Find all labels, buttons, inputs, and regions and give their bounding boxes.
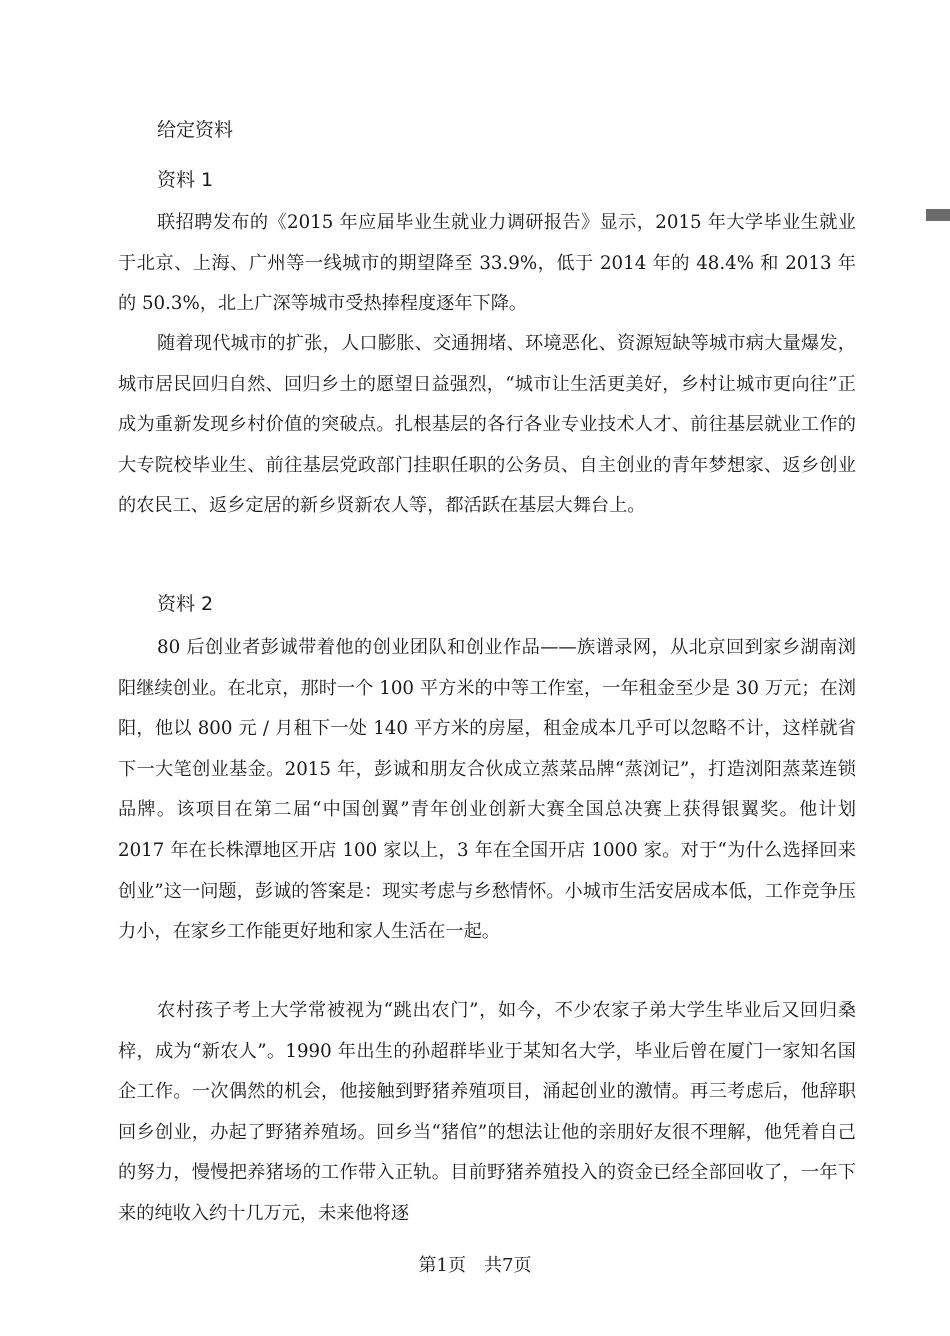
page-number-footer: 第1页 共7页 <box>418 1255 532 1276</box>
side-tab-marker <box>926 209 950 221</box>
material-2-title: 资料 2 <box>157 593 214 615</box>
material-1-paragraph-2: 随着现代城市的扩张，人口膨胀、交通拥堵、环境恶化、资源短缺等城市病大量爆发，城市居民回归自然、回归乡土的愿望日益强烈，“城市让生活更美好，乡村让城市更向往”正成为重新发现乡村价值的突破点。扎根基层的各行各业专业技术人才、前往基层就业工作的大专院校毕业生、前往基层党政部门挂职任职的公务员、自主创业的青年梦想家、返乡创业的农民工、返乡定居的新乡贤新农人等，都活跃在基层大舞台上。 <box>118 333 856 517</box>
material-2-paragraph-1: 80 后创业者彭诚带着他的创业团队和创业作品——族谱录网，从北京回到家乡湖南浏阳继续创业。在北京，那时一个 100 平方米的中等工作室，一年租金至少是 30 万元；在浏阳，他以 800 元 / 月租下一处 140 平方米的房屋，租金成本几乎可以忽略不计，这样就省下一大笔创业基金。2015 年，彭诚和朋友合伙成立蒸菜品牌“蒸浏记”，打造浏阳蒸菜连锁品牌。该项目在第二届“中国创翼”青年创业创新大赛全国总决赛上获得银翼奖。他计划 2017 年在长株潭地区开店 100 家以上，3 年在全国开店 1000 家。对于“为什么选择回来创业”这一问题，彭诚的答案是：现实考虑与乡愁情怀。小城市生活安居成本低，工作竞争压力小，在家乡工作能更好地和家人生活在一起。 <box>118 637 856 943</box>
material-2-paragraph-2: 农村孩子考上大学常被视为“跳出农门”，如今，不少农家子弟大学生毕业后又回归桑梓，成为“新农人”。1990 年出生的孙超群毕业于某知名大学，毕业后曾在厦门一家知名国企工作。一次偶然的机会，他接触到野猪养殖项目，涌起创业的激情。再三考虑后，他辞职回乡创业，办起了野猪养殖场。回乡当“猪倌”的想法让他的亲朋好友很不理解，他凭着自己的努力，慢慢把养猪场的工作带入正轨。目前野猪养殖投入的资金已经全部回收了，一年下来的纯收入约十几万元，未来他将逐 <box>118 1000 856 1224</box>
material-1-title: 资料 1 <box>157 169 214 191</box>
material-1-paragraph-1: 联招聘发布的《2015 年应届毕业生就业力调研报告》显示，2015 年大学毕业生就业于北京、上海、广州等一线城市的期望降至 33.9%，低于 2014 年的 48.4% 和 2013 年的 50.3%，北上广深等城市受热捧程度逐年下降。 <box>118 212 856 315</box>
section-title: 给定资料 <box>157 119 234 141</box>
